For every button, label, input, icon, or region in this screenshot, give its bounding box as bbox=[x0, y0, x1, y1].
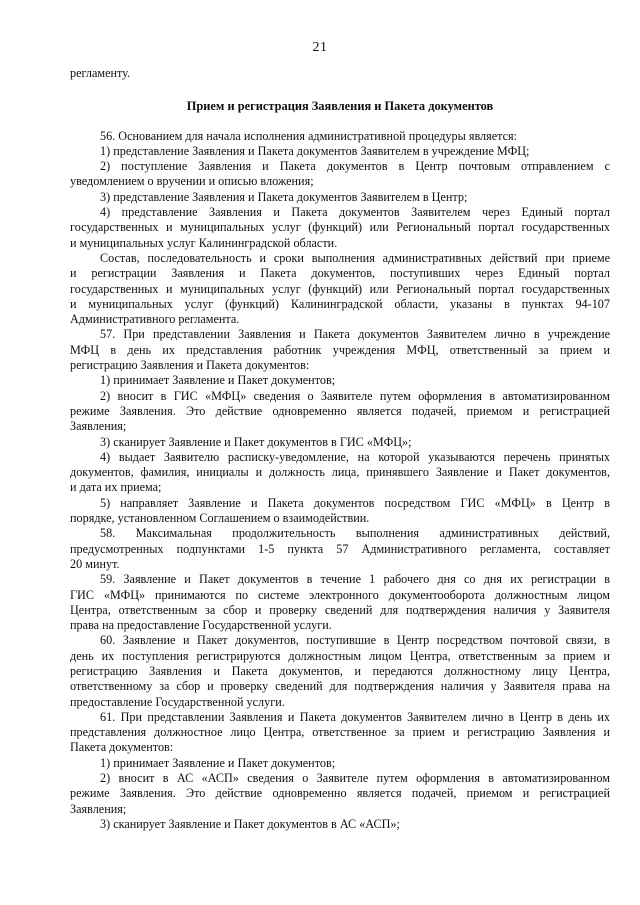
text-line: государственных и муниципальных услуг (функций) или Региональный портал государственных bbox=[70, 281, 610, 296]
text-line: 56. Основанием для начала исполнения административной процедуры является: bbox=[100, 128, 518, 143]
text-line: государственных и муниципальных услуг (функций) или Региональный портал государственных bbox=[70, 220, 610, 235]
text-line: 5) направляет Заявление и Пакета документов посредством ГИС «МФЦ» в Центр в bbox=[100, 495, 610, 510]
continuation-line: регламенту. bbox=[70, 66, 131, 80]
text-line: 2) поступление Заявления и Пакета документов в Центр почтовым отправлением с bbox=[100, 159, 610, 174]
text-line: 4) выдает Заявителю расписку-уведомление, на которой указываются перечень принятых bbox=[100, 449, 610, 464]
text-line: 1) принимает Заявление и Пакет документов; bbox=[100, 373, 336, 388]
text-line: 4) представление Заявления и Пакета документов Заявителем через Единый портал bbox=[100, 205, 610, 220]
text-line: день их поступления регистрируются должностным лицом Центра, ответственным за прием и bbox=[70, 648, 610, 663]
paragraph-lines bbox=[70, 129, 610, 833]
text-line: 3) представление Заявления и Пакета документов Заявителем в Центр; bbox=[100, 189, 468, 204]
text-line: Пакета документов: bbox=[70, 740, 174, 755]
text-line: и регистрации Заявления и Пакета документов, поступивших через Единый портал bbox=[70, 266, 610, 281]
text-line: регистрацию Заявления и Пакета документов, и передаются должностному лицу Центра, bbox=[70, 663, 610, 678]
text-line: 3) сканирует Заявление и Пакет документов в АС «АСП»; bbox=[100, 816, 400, 831]
text-line: 61. При представлении Заявления и Пакета документов Заявителем лично в Центр в день их bbox=[100, 709, 610, 724]
text-line: Заявления; bbox=[70, 419, 127, 434]
text-line: ГИС «МФЦ» принимаются по системе электронного документооборота должностным лицом bbox=[70, 587, 610, 602]
text-line: и дата их приема; bbox=[70, 480, 162, 495]
text-line: и муниципальных услуг (функций) Калининградской области, указаны в пунктах 94-107 bbox=[70, 296, 610, 311]
text-line: 1) принимает Заявление и Пакет документов; bbox=[100, 755, 336, 770]
text-line: Состав, последовательность и сроки выполнения административных действий при приеме bbox=[100, 250, 610, 265]
text-line: Административного регламента. bbox=[70, 312, 240, 327]
text-line: и муниципальных услуг Калининградской области. bbox=[70, 235, 338, 250]
text-line: 57. При представлении Заявления и Пакета документов Заявителем лично в учреждение bbox=[100, 327, 610, 342]
document-body bbox=[70, 66, 610, 832]
page-number: 21 bbox=[312, 40, 328, 55]
text-line: 59. Заявление и Пакет документов в течение 1 рабочего дня со дня их регистрации в bbox=[100, 572, 610, 587]
text-line: порядке, установленном Соглашением о взаимодействии. bbox=[70, 511, 370, 526]
text-line: документов, фамилия, инициалы и должность лица, принявшего Заявление и Пакет документов, bbox=[70, 465, 610, 480]
text-line: 2) вносит в ГИС «МФЦ» сведения о Заявителе путем оформления в автоматизированном bbox=[100, 388, 610, 403]
text-line: предоставление Государственной услуги. bbox=[70, 694, 285, 709]
text-line: 20 минут. bbox=[70, 556, 120, 571]
text-line: МФЦ в день их представления работник учреждения МФЦ, ответственный за прием и bbox=[70, 342, 610, 357]
text-line: 1) представление Заявления и Пакета документов Заявителем в учреждение МФЦ; bbox=[100, 143, 530, 158]
text-line: регистрацию Заявления и Пакета документов: bbox=[70, 358, 310, 373]
text-line: уведомлением о вручении и описью вложения; bbox=[70, 174, 314, 189]
text-line: ответственному за сбор и проверку сведений для подтверждения наличия у Заявителя права на bbox=[70, 679, 610, 694]
text-line: представления должностное лицо Центра, ответственное за прием и регистрацию Заявления и bbox=[70, 725, 610, 740]
text-line: Заявления; bbox=[70, 801, 127, 816]
text-line: Центра, ответственным за сбор и проверку сведений для подтверждения наличия у Заявителя bbox=[70, 602, 610, 617]
text-line: предусмотренных подпунктами 1-5 пункта 57 Административного регламента, составляет bbox=[70, 541, 610, 556]
text-line: 60. Заявление и Пакет документов, поступившие в Центр посредством почтовой связи, в bbox=[100, 633, 610, 648]
text-line: режиме Заявления. Это действие одновременно является подачей, приемом и регистрацией bbox=[70, 403, 610, 418]
text-line: режиме Заявления. Это действие одновременно является подачей, приемом и регистрацией bbox=[70, 786, 610, 801]
text-line: 2) вносит в АС «АСП» сведения о Заявителе путем оформления в автоматизированном bbox=[100, 771, 610, 786]
text-line: 3) сканирует Заявление и Пакет документов в ГИС «МФЦ»; bbox=[100, 434, 412, 449]
section-heading: Прием и регистрация Заявления и Пакета документов bbox=[186, 99, 494, 114]
text-line: права на предоставление Государственной услуги. bbox=[70, 618, 332, 633]
text-line: 58. Максимальная продолжительность выполнения административных действий, bbox=[100, 526, 610, 541]
